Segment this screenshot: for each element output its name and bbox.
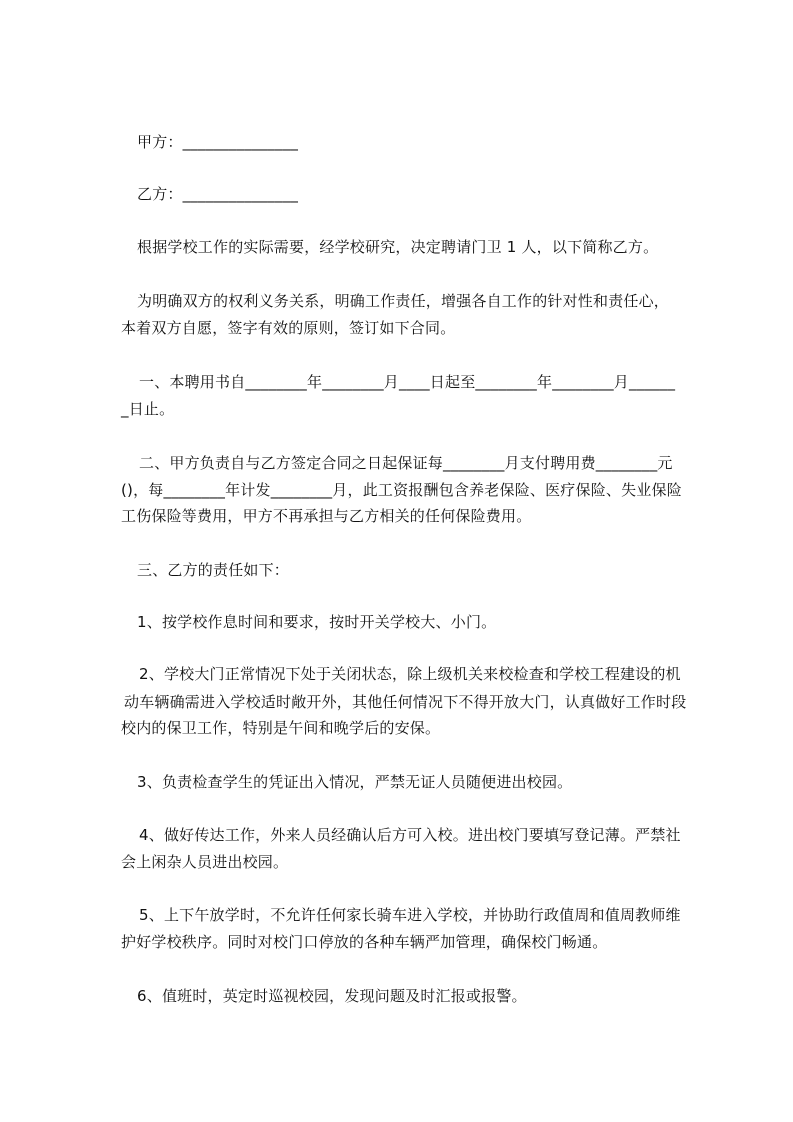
clause-1-line-2: _日止。 — [121, 400, 175, 418]
duty-2-line-1: 2、学校大门正常情况下处于关闭状态，除上级机关来校检查和学校工程建设的机 — [139, 665, 681, 683]
duty-2-line-3: 校内的保卫工作，特别是午间和晚学后的安保。 — [121, 719, 441, 737]
party-b-line: 乙方：_______________ — [137, 185, 299, 203]
duty-5-line-2: 护好学校秩序。同时对校门口停放的各种车辆严加管理，确保校门畅通。 — [121, 933, 608, 951]
clause-3-title: 三、乙方的责任如下： — [137, 561, 290, 579]
duty-2-line-2: 动车辆确需进入学校适时敞开外，其他任何情况下不得开放大门，认真做好工作时段 — [124, 693, 687, 711]
clause-2-line-1: 二、甲方负责自与乙方签定合同之日起保证每________月支付聘用费________元 — [139, 454, 673, 472]
duty-4-line-1: 4、做好传达工作，外来人员经确认后方可入校。进出校门要填写登记薄。严禁社 — [139, 826, 681, 844]
duty-1: 1、按学校作息时间和要求，按时开关学校大、小门。 — [137, 613, 497, 631]
clause-2-line-2: ()，每________年计发________月，此工资报酬包含养老保险、医疗保险、失业保险 — [121, 481, 682, 499]
duty-5-line-1: 5、上下午放学时，不允许任何家长骑车进入学校，并协助行政值周和值周教师维 — [139, 906, 681, 924]
duty-6: 6、值班时，英定时巡视校园，发现问题及时汇报或报警。 — [137, 987, 527, 1005]
duty-3: 3、负责检查学生的凭证出入情况，严禁无证人员随便进出校园。 — [137, 773, 573, 791]
purpose-paragraph-line-1: 为明确双方的权利义务关系，明确工作责任，增强各自工作的针对性和责任心， — [137, 292, 670, 310]
purpose-paragraph-line-2: 本着双方自愿，签字有效的原则，签订如下合同。 — [121, 319, 456, 337]
duty-4-line-2: 会上闲杂人员进出校园。 — [121, 853, 289, 871]
clause-2-line-3: 工伤保险等费用，甲方不再承担与乙方相关的任何保险费用。 — [121, 507, 532, 525]
clause-1-line-1: 一、本聘用书自________年________月____日起至________年________月______ — [139, 373, 676, 391]
party-a-line: 甲方：_______________ — [137, 133, 299, 151]
intro-paragraph: 根据学校工作的实际需要，经学校研究，决定聘请门卫 1 人，以下简称乙方。 — [137, 238, 659, 256]
